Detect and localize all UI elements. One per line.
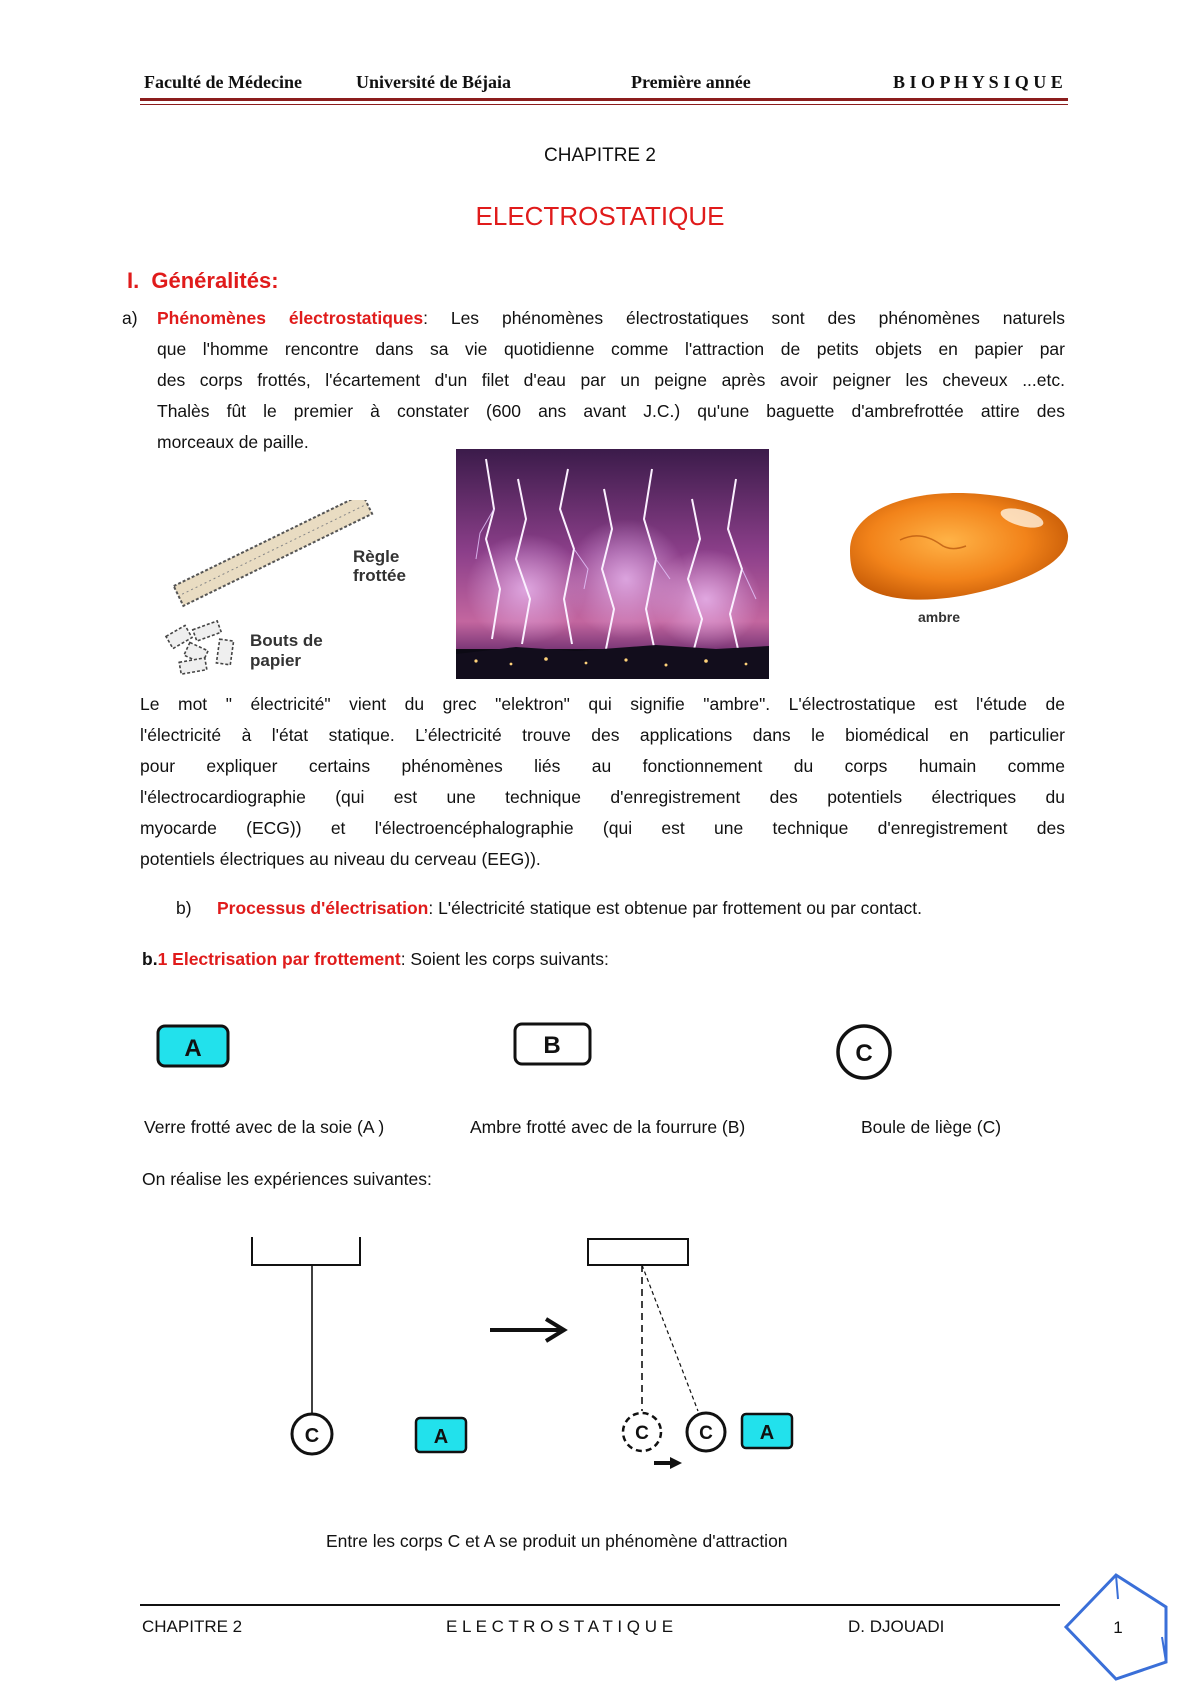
bodies-row [150, 1018, 1080, 1080]
body-c-letter: C [855, 1040, 873, 1067]
footer-chapter: CHAPITRE 2 [142, 1617, 243, 1636]
para-b1-term: 1 Electrisation par frottement [157, 949, 401, 969]
ruler-label-2: frottée [353, 566, 406, 585]
paper-label-1: Bouts de [250, 631, 323, 650]
ruler-paper-illustration [160, 500, 420, 690]
page-number-badge [1058, 1567, 1178, 1687]
section-title: Généralités: [151, 268, 279, 293]
paper-bits [166, 621, 234, 674]
para-elec-line-1: Le mot " électricité" vient du grec "elektron" qui signifie "ambre". L'électrostatique est l'étude de [140, 694, 1065, 714]
ruler-label-1: Règle [353, 547, 400, 566]
support-left [252, 1237, 360, 1265]
conclusion-text: Entre les corps C et A se produit un phénomène d'attraction [326, 1531, 788, 1551]
caption-a: Verre frotté avec de la soie (A ) [144, 1117, 385, 1137]
page-number: 1 [1113, 1618, 1123, 1637]
footer-title: E L E C T R O S T A T I Q U E [446, 1617, 674, 1636]
para-a-line-3: des corps frottés, l'écartement d'un filet d'eau par un peigne après avoir peigner les cheveux ...etc. [157, 370, 1065, 390]
body-b-shape [515, 1024, 590, 1064]
para-a-label: a) [122, 308, 138, 328]
para-elec-line-2: l'électricité à l'état statique. L’électricité trouve des applications dans le biomédical en particulier [140, 725, 1065, 745]
body-a-shape [158, 1026, 228, 1066]
amber-stone [850, 493, 1068, 600]
thread-right-deflected [642, 1265, 698, 1411]
footer-rule [140, 1604, 1060, 1606]
header-subject: B I O P H Y S I Q U E [893, 72, 1063, 92]
support-right [588, 1239, 688, 1265]
para-elec-line-4: l'électrocardiographie (qui est une technique d'enregistrement des potentiels électriques du [140, 787, 1065, 807]
header-faculty: Faculté de Médecine [144, 72, 302, 92]
para-a-line-4: Thalès fût le premier à constater (600 ans avant J.C.) qu'une baguette d'ambrefrottée attire des [157, 401, 1065, 421]
section-heading [127, 268, 279, 294]
para-b-label: b) [176, 898, 192, 918]
page-title: ELECTROSTATIQUE [475, 201, 725, 231]
header-university: Université de Béjaia [356, 72, 511, 92]
ball-c-left-letter: C [304, 1425, 320, 1447]
section-number: I. [127, 268, 140, 293]
footer-author: D. DJOUADI [848, 1617, 945, 1636]
para-elec-line-5: myocarde (ECG)) et l'électroencéphalographie (qui est une technique d'enregistrement des [140, 818, 1065, 838]
para-elec-line-3: pour expliquer certains phénomènes liés au fonctionnement du corps humain comme [140, 756, 1065, 776]
body-a-left-letter: A [433, 1426, 449, 1448]
header-rule-thin [140, 104, 1068, 105]
para-b-term: Processus d'électrisation [217, 898, 429, 918]
lightning-photo [456, 449, 769, 679]
caption-b: Ambre frotté avec de la fourrure (B) [470, 1117, 746, 1137]
para-a-line-5: morceaux de paille. [157, 432, 309, 452]
ruler-shape [174, 500, 372, 606]
amber-illustration [840, 480, 1080, 640]
ball-c-attracted-letter: C [699, 1423, 713, 1444]
para-a-term: Phénomènes électrostatiques [157, 308, 424, 328]
header-rule [140, 98, 1068, 101]
header-year: Première année [631, 72, 751, 92]
experiment-diagram [240, 1225, 820, 1485]
amber-label: ambre [918, 609, 961, 625]
caption-c: Boule de liège (C) [861, 1117, 1002, 1137]
para-b1: b.1 Electrisation par frottement: Soient les corps suivants: [142, 949, 609, 969]
para-a-line-1: Phénomènes électrostatiques: Les phénomènes électrostatiques sont des phénomènes naturels [157, 308, 1066, 328]
body-a-letter: A [184, 1035, 202, 1062]
body-c-shape [838, 1026, 890, 1078]
experiments-intro: On réalise les expériences suivantes: [142, 1169, 432, 1189]
chapter-heading: CHAPITRE 2 [544, 145, 656, 166]
para-b-text: Processus d'électrisation: L'électricité statique est obtenue par frottement ou par contact. [217, 898, 922, 918]
body-b-letter: B [543, 1032, 561, 1059]
body-a-right-letter: A [759, 1422, 775, 1444]
para-elec-line-6: potentiels électriques au niveau du cerveau (EEG)). [140, 849, 541, 869]
para-a-line-2: que l'homme rencontre dans sa vie quotidienne comme l'attraction de petits objets en papier par [157, 339, 1065, 359]
ball-c-initial-letter: C [635, 1423, 649, 1444]
paper-label-2: papier [250, 651, 302, 670]
